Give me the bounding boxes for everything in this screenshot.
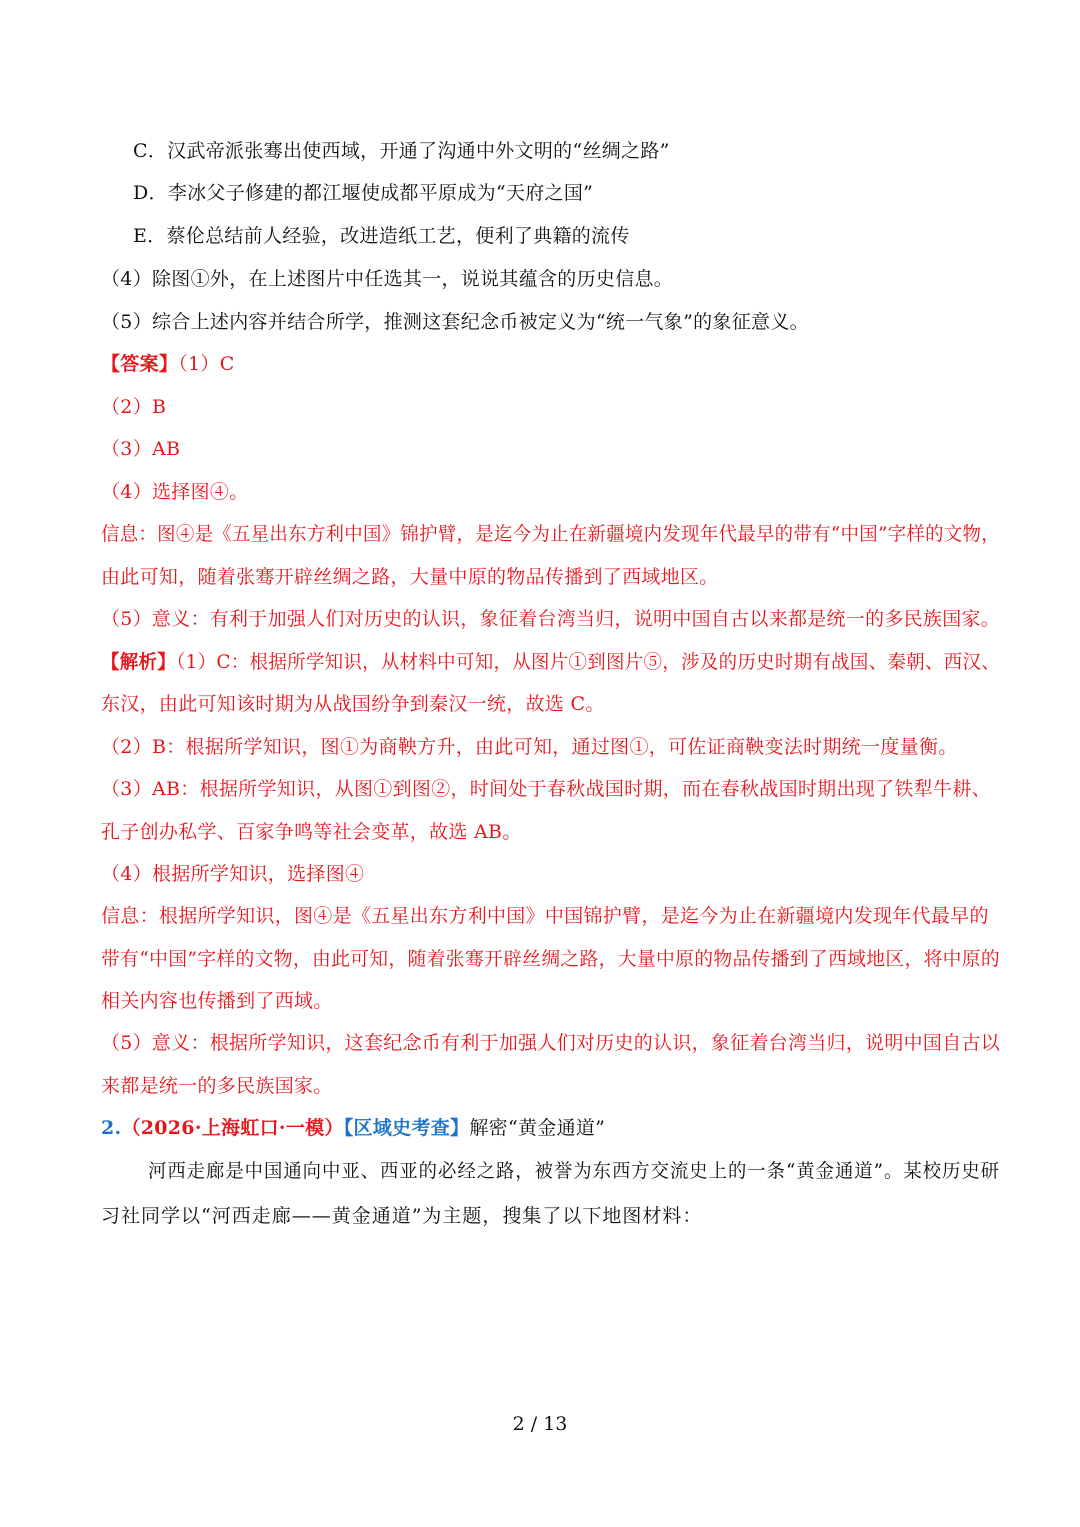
question-4: （4）除图①外，在上述图片中任选其一，说说其蕴含的历史信息。 (101, 268, 674, 290)
question-2-title: 解密“黄金通道” (469, 1117, 606, 1139)
analysis-info-line-1: 信息：根据所学知识，图④是《五星出东方利中国》中国锦护臂，是迄今为止在新疆境内发现年代最早的 (101, 905, 989, 927)
analysis-1-line-2: 东汉，由此可知该时期为从战国纷争到秦汉一统，故选 C。 (101, 693, 605, 715)
question-2-number: 2. (101, 1117, 122, 1139)
answer-info-line-2: 由此可知，随着张骞开辟丝绸之路，大量中原的物品传播到了西域地区。 (101, 566, 719, 588)
question-2-body-line-1: 河西走廊是中国通向中亚、西亚的必经之路，被誉为东西方交流史上的一条“黄金通道”。某校历史研 (148, 1160, 1000, 1182)
analysis-2: （2）B：根据所学知识，图①为商鞅方升，由此可知，通过图①，可佐证商鞅变法时期统一度量衡。 (101, 736, 958, 758)
option-e: E．蔡伦总结前人经验，改进造纸工艺，便利了典籍的流传 (133, 225, 630, 247)
analysis-info-line-3: 相关内容也传播到了西域。 (101, 990, 333, 1012)
analysis-info-line-2: 带有“中国”字样的文物，由此可知，随着张骞开辟丝绸之路，大量中原的物品传播到了西域地区，将中原的 (101, 948, 1001, 970)
analysis-header (101, 650, 1000, 674)
analysis-4: （4）根据所学知识，选择图④ (101, 863, 365, 885)
option-d: D．李冰父子修建的都江堰使成都平原成为“天府之国” (133, 182, 594, 204)
question-2-source: （2026·上海虹口·一模） (121, 1117, 344, 1139)
analysis-5-line-2: 来都是统一的多民族国家。 (101, 1075, 333, 1097)
question-2-header (101, 1116, 605, 1140)
answer-4: （4）选择图④。 (101, 481, 249, 503)
answer-header (101, 352, 235, 376)
answer-info-line-1: 信息：图④是《五星出东方利中国》锦护臂，是迄今为止在新疆境内发现年代最早的带有“中国”字样的文物， (101, 523, 1000, 545)
analysis-tag: 【解析】 (101, 651, 177, 673)
answer-1: （1）C (178, 353, 235, 375)
answer-3: （3）AB (101, 438, 181, 460)
question-2-body-line-2: 习社同学以“河西走廊——黄金通道”为主题，搜集了以下地图材料： (101, 1205, 703, 1227)
page-number: 2 / 13 (512, 1413, 568, 1435)
answer-2: （2）B (101, 396, 167, 418)
analysis-3-line-1: （3）AB：根据所学知识，从图①到图②，时间处于春秋战国时期，而在春秋战国时期出现了铁犁牛耕、 (101, 778, 991, 800)
analysis-5-line-1: （5）意义：根据所学知识，这套纪念币有利于加强人们对历史的认识，象征着台湾当归，说明中国自古以 (101, 1032, 1001, 1054)
answer-5: （5）意义：有利于加强人们对历史的认识，象征着台湾当归，说明中国自古以来都是统一的多民族国家。 (101, 608, 1001, 630)
option-c: C．汉武帝派张骞出使西域，开通了沟通中外文明的“丝绸之路” (133, 140, 670, 162)
question-5: （5）综合上述内容并结合所学，推测这套纪念币被定义为“统一气象”的象征意义。 (101, 311, 809, 333)
analysis-3-line-2: 孔子创办私学、百家争鸣等社会变革，故选 AB。 (101, 821, 522, 843)
question-2-category: 【区域史考查】 (343, 1117, 470, 1139)
answer-tag: 【答案】 (101, 353, 179, 375)
analysis-1-line-1: （1）C：根据所学知识，从材料中可知，从图片①到图片⑤，涉及的历史时期有战国、秦朝、西汉、 (176, 651, 1001, 673)
